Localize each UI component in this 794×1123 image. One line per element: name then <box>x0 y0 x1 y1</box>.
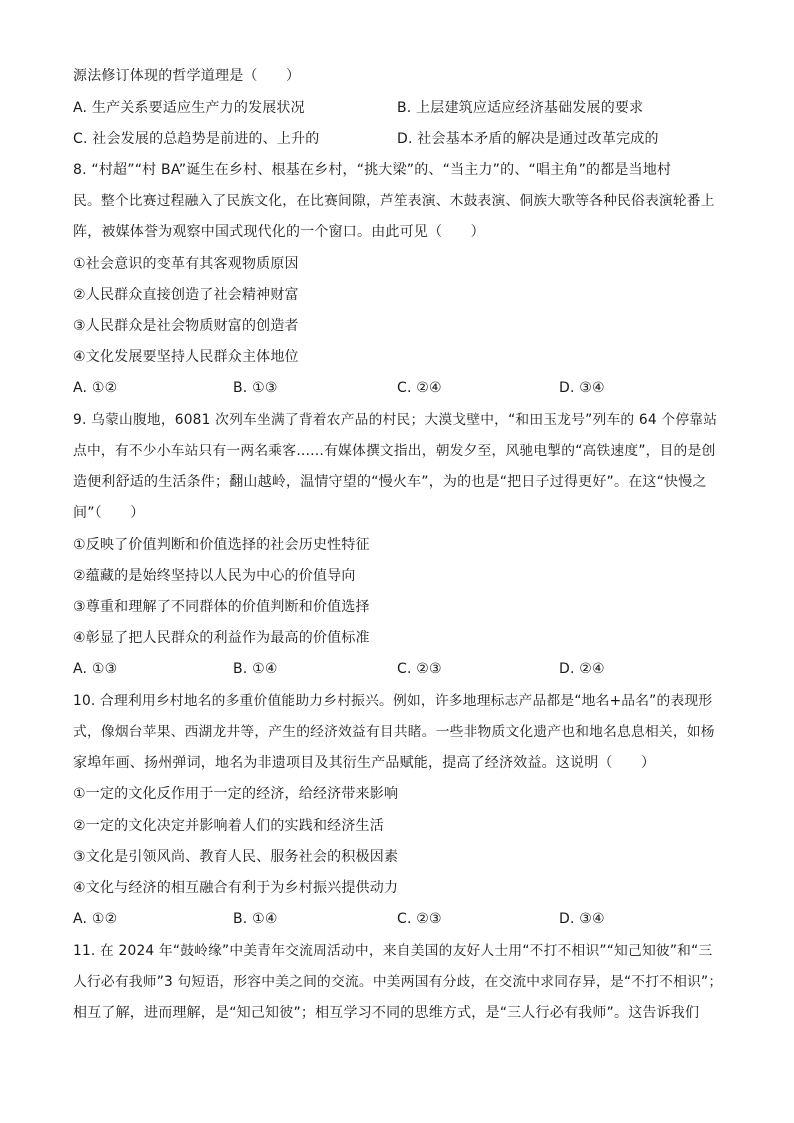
q7-option-a: A. 生产关系要适应生产力的发展状况 <box>73 100 305 116</box>
q10-statement: ②一定的文化决定并影响着人们的实践和经济生活 <box>73 818 384 834</box>
q9-statement: ③尊重和理解了不同群体的价值判断和价值选择 <box>73 599 370 615</box>
q7-option-d: D. 社会基本矛盾的解决是通过改革完成的 <box>397 131 659 147</box>
q10-option-c: C. ②③ <box>397 911 442 927</box>
q9-option-a: A. ①③ <box>73 661 118 677</box>
q8-option-b: B. ①③ <box>233 380 278 396</box>
q8-stem-line: 8. “村超”“村 BA”诞生在乡村、根基在乡村，“挑大梁”的、“当主力”的、“唱主角”的都是当地村 <box>73 162 672 178</box>
q10-statement: ①一定的文化反作用于一定的经济，给经济带来影响 <box>73 786 399 802</box>
q10-statement: ③文化是引领风尚、教育人民、服务社会的积极因素 <box>73 849 399 865</box>
q9-stem-line: 间”（ ） <box>73 505 145 521</box>
q7-option-c: C. 社会发展的总趋势是前进的、上升的 <box>73 131 320 147</box>
q9-statement: ①反映了价值判断和价值选择的社会历史性特征 <box>73 537 370 553</box>
q10-statement: ④文化与经济的相互融合有利于为乡村振兴提供动力 <box>73 880 399 896</box>
q10-stem-line: 10. 合理利用乡村地名的多重价值能助力乡村振兴。例如，许多地理标志产品都是“地名+品名”的表现形 <box>73 693 713 709</box>
q10-stem-line: 家埠年画、扬州弹词，地名为非遗项目及其衍生产品赋能，提高了经济效益。这说明（ ） <box>73 755 656 771</box>
q10-option-d: D. ③④ <box>559 911 605 927</box>
q8-statement: ③人民群众是社会物质财富的创造者 <box>73 318 299 334</box>
q9-option-d: D. ②④ <box>559 661 605 677</box>
q9-stem-line: 点中，有不少小车站只有一两名乘客……有媒体撰文指出，朝发夕至，风驰电掣的“高铁速度”，目的是创 <box>73 443 716 459</box>
q9-stem-line: 造便利舒适的生活条件；翻山越岭，温情守望的“慢火车”，为的也是“把日子过得更好”。在这“快慢之 <box>73 474 707 490</box>
q8-statement: ①社会意识的变革有其客观物质原因 <box>73 256 299 272</box>
q9-option-c: C. ②③ <box>397 661 442 677</box>
q11-stem-line: 相互了解，进而理解，是“知己知彼”；相互学习不同的思维方式，是“三人行必有我师”。这告诉我们 <box>73 1005 700 1021</box>
q8-statement: ②人民群众直接创造了社会精神财富 <box>73 287 299 303</box>
q8-option-a: A. ①② <box>73 380 118 396</box>
q9-stem-line: 9. 乌蒙山腹地，6081 次列车坐满了背着农产品的村民；大漠戈壁中，“和田玉龙号”列车的 64 个停靠站 <box>73 412 718 428</box>
q9-statement: ②蕴藏的是始终坚持以人民为中心的价值导向 <box>73 568 356 584</box>
q8-stem-line: 阵，被媒体誉为观察中国式现代化的一个窗口。由此可见（ ） <box>73 224 485 240</box>
q10-stem-line: 式，像烟台苹果、西湖龙井等，产生的经济效益有目共睹。一些非物质文化遗产也和地名息息相关，如杨 <box>73 724 715 740</box>
q11-stem-line: 11. 在 2024 年“鼓岭缘”中美青年交流周活动中，来自美国的友好人士用“不打不相识”“知己知彼”和“三 <box>73 943 713 959</box>
q8-statement: ④文化发展要坚持人民群众主体地位 <box>73 349 299 365</box>
q7-option-b: B. 上层建筑应适应经济基础发展的要求 <box>397 100 644 116</box>
q8-option-c: C. ②④ <box>397 380 442 396</box>
q10-option-a: A. ①② <box>73 911 118 927</box>
q7-stem-tail: 源法修订体现的哲学道理是（ ） <box>73 68 301 84</box>
q8-option-d: D. ③④ <box>559 380 605 396</box>
q10-option-b: B. ①④ <box>233 911 278 927</box>
q11-stem-line: 人行必有我师”3 句短语，形容中美之间的交流。中美两国有分歧，在交流中求同存异，是“不打不相识”； <box>73 974 723 990</box>
q9-statement: ④彰显了把人民群众的利益作为最高的价值标准 <box>73 630 370 646</box>
q9-option-b: B. ①④ <box>233 661 278 677</box>
q8-stem-line: 民。整个比赛过程融入了民族文化，在比赛间隙，芦笙表演、木鼓表演、侗族大歌等各种民俗表演轮番上 <box>73 193 715 209</box>
